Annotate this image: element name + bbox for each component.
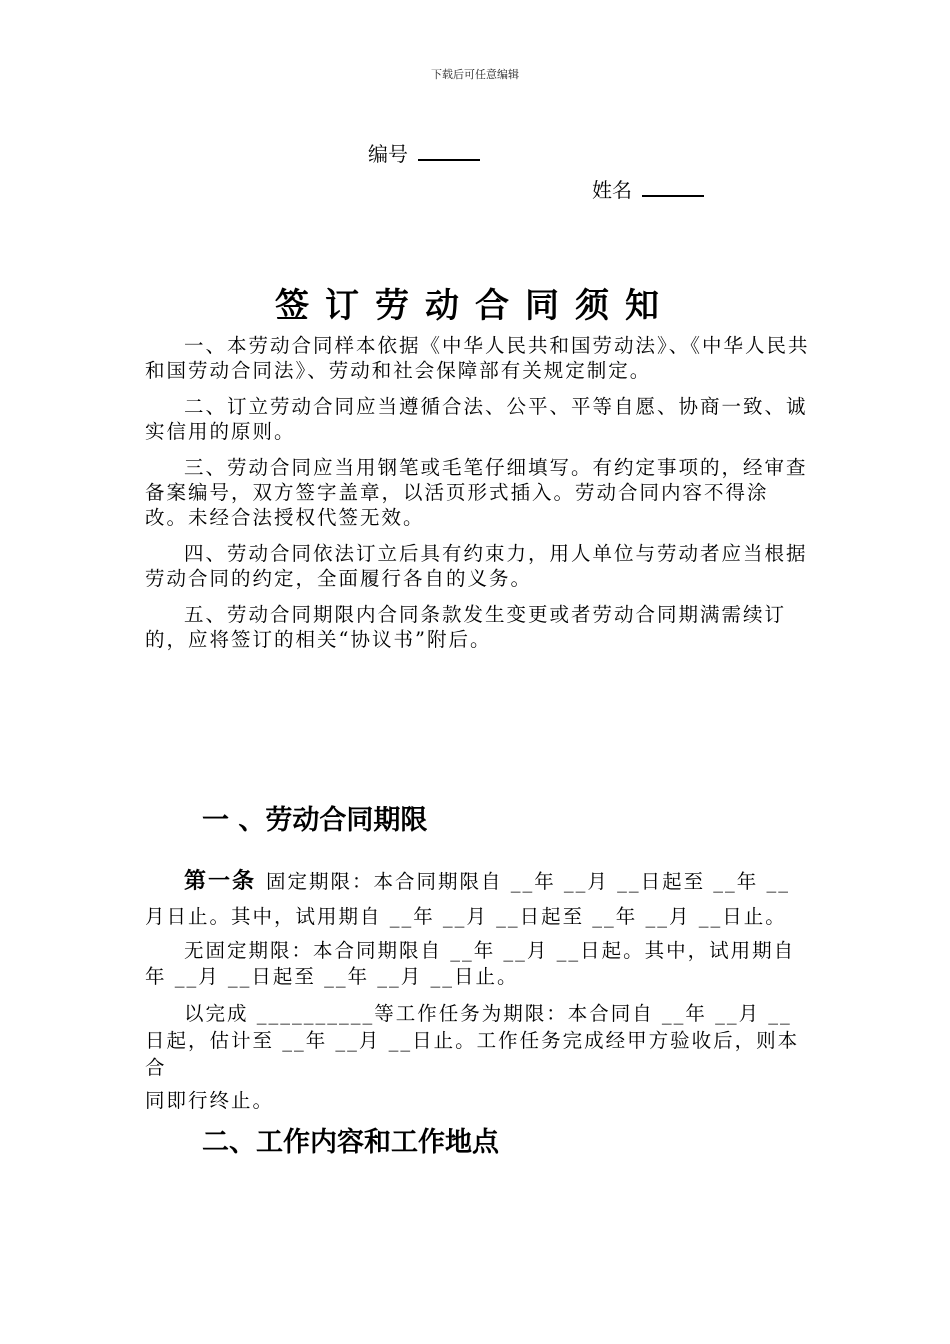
article-task-term (145, 1000, 810, 1114)
section-heading-work-content: 二、工作内容和工作地点 (202, 1127, 499, 1158)
notice-item-2: 二、订立劳动合同应当遵循合法、公平、平等自愿、协商一致、诚实信用的原则。 (145, 395, 808, 443)
article-label: 第一条 (184, 869, 257, 894)
section-heading-contract-term: 一 、劳动合同期限 (202, 805, 428, 836)
notice-body (145, 333, 810, 663)
task-term-text: 以完成 __________等工作任务为期限：本合同自 __年 __月 __日起，估计至 __年 __月 __日止。工作任务完成经甲方验收后，则本合 (145, 1002, 800, 1079)
task-term-end: 同即行终止。 (145, 1089, 275, 1112)
notice-item-5: 五、劳动合同期限内合同条款发生变更或者劳动合同期满需续订的，应将签订的相关“协议书”附后。 (145, 603, 787, 651)
number-label: 编号 (368, 142, 408, 166)
article-open-term (145, 938, 810, 990)
notice-item-3: 三、劳动合同应当用钢笔或毛笔仔细填写。有约定事项的，经审查备案编号，双方签字盖章，以活页形式插入。劳动合同内容不得涂改。未经合法授权代签无效。 (145, 456, 808, 529)
notice-item-4: 四、劳动合同依法订立后具有约束力，用人单位与劳动者应当根据劳动合同的约定，全面履行各自的义务。 (145, 542, 808, 590)
number-field (368, 138, 480, 167)
notice-title: 签订劳动合同须知 (275, 286, 675, 326)
open-term-text: 无固定期限：本合同期限自 __年 __月 __日起。其中，试用期自年 __月 __日起至 __年 __月 __日止。 (145, 939, 796, 988)
article-fixed-term (145, 864, 810, 934)
name-blank (642, 177, 704, 197)
number-blank (418, 141, 480, 161)
header-note: 下载后可任意编辑 (431, 68, 519, 81)
name-label: 姓名 (592, 178, 632, 202)
name-field (592, 174, 704, 203)
notice-item-1: 一、本劳动合同样本依据《中华人民共和国劳动法》、《中华人民共和国劳动合同法》、劳动和社会保障部有关规定制定。 (145, 334, 810, 382)
fixed-term-text: 固定期限：本合同期限自 __年 __月 __日起至 __年 __月日止。其中，试用期自 __年 __月 __日起至 __年 __月 __日止。 (145, 870, 791, 928)
